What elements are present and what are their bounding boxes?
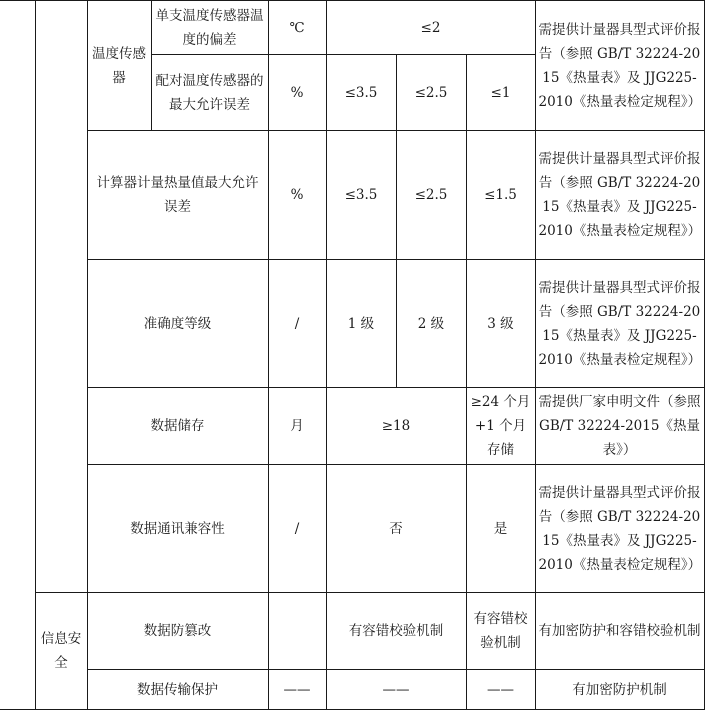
accuracy-grade3-cell [466,260,535,388]
tamper-unit-cell [268,593,326,670]
tamper-grade3: 有容错校验机制 [473,611,528,651]
transfer-note-cell [535,670,704,710]
table-row-compat [0,465,704,593]
compat-unit: / [294,520,300,537]
temp-pair-grade2-cell [396,55,466,131]
transfer-grade12-cell [326,670,466,710]
left-margin-cell [0,1,35,710]
calculator-unit-cell [268,131,326,260]
storage-unit: 月 [290,418,304,434]
accuracy-unit-cell [268,260,326,388]
compat-label: 数据通讯兼容性 [130,520,225,537]
temp-pair-unit-cell [268,55,326,131]
storage-note: 需提供厂家申明文件（参照 GB/T 32224-2015《热量表》） [538,394,701,458]
compat-note-cell [535,465,704,593]
temp-pair-grade1: ≤3.5 [344,84,378,101]
storage-grade3-cell [466,388,535,465]
storage-label-cell [87,388,268,465]
calculator-label-cell [87,131,268,260]
accuracy-note: 需提供计量器具型式评价报告（参照 GB/T 32224-2015《热量表》及 JJG225-2010《热量表检定规程》） [538,279,702,368]
table-row-transfer [0,670,704,710]
calculator-label: 计算器计量热量值最大允许误差 [96,175,259,215]
temp-note-cell [535,1,704,131]
temp-single-label-cell [151,1,268,55]
calculator-unit: % [290,187,304,203]
temp-sensor-group-label: 温度传感器 [92,45,146,86]
compat-grade3-cell [466,465,535,593]
table-row-calculator [0,131,704,260]
storage-grade3: ≥24 个月+1 个月存储 [470,394,531,458]
storage-grade12: ≥18 [381,418,411,434]
accuracy-unit: / [294,315,300,332]
section-cell [35,1,87,593]
accuracy-label: 准确度等级 [143,315,212,332]
calculator-grade1-cell [326,131,396,260]
storage-note-cell [535,388,704,465]
transfer-grade12: —— [382,681,410,698]
temp-single-label: 单支温度传感器温度的偏差 [155,7,264,48]
info-security-group-cell [35,593,87,710]
transfer-grade3: —— [487,681,514,698]
tamper-note: 有加密防护和容错校验机制 [538,623,701,639]
calculator-grade2-cell [396,131,466,260]
storage-grade12-cell [326,388,466,465]
temp-pair-label-cell [151,55,268,131]
transfer-note: 有加密防护机制 [572,681,667,698]
transfer-unit: —— [283,681,311,698]
temp-pair-grade1-cell [326,55,396,131]
storage-unit-cell [268,388,326,465]
calculator-grade3: ≤1.5 [484,187,517,203]
accuracy-grade2: 2 级 [417,315,445,332]
compat-grade3: 是 [493,520,508,537]
temp-pair-unit: % [290,84,304,101]
calculator-note-cell [535,131,704,260]
tamper-grade3-cell [466,593,535,670]
compat-grade12-cell [326,465,466,593]
table-row-temp-single [0,1,704,55]
temp-single-unit-cell [268,1,326,55]
temp-sensor-group-cell [87,1,151,131]
temp-note: 需提供计量器具型式评价报告（参照 GB/T 32224-2015《热量表》及 JJG225-2010《热量表检定规程》） [538,21,702,110]
calculator-grade1: ≤3.5 [344,187,378,203]
accuracy-label-cell [87,260,268,388]
accuracy-grade1: 1 级 [347,315,375,332]
accuracy-note-cell [535,260,704,388]
calculator-grade3-cell [466,131,535,260]
tamper-label: 数据防篡改 [143,623,212,639]
tamper-grade12: 有容错校验机制 [348,623,444,639]
transfer-grade3-cell [466,670,535,710]
tamper-grade12-cell [326,593,466,670]
compat-grade12: 否 [389,520,403,537]
temp-pair-label: 配对温度传感器的最大允许误差 [155,72,264,113]
calculator-note: 需提供计量器具型式评价报告（参照 GB/T 32224-2015《热量表》及 JJG225-2010《热量表检定规程》） [538,151,702,239]
temp-pair-grade2: ≤2.5 [414,84,448,101]
compat-note: 需提供计量器具型式评价报告（参照 GB/T 32224-2015《热量表》及 JJG225-2010《热量表检定规程》） [538,484,702,573]
transfer-label: 数据传输保护 [137,681,218,698]
temp-pair-grade3-cell [466,55,535,131]
tamper-note-cell [535,593,704,670]
accuracy-grade3: 3 级 [487,315,514,332]
temp-single-unit: ℃ [289,19,305,36]
temp-single-value: ≤2 [420,19,441,36]
compat-unit-cell [268,465,326,593]
table-row-accuracy [0,260,704,388]
accuracy-grade1-cell [326,260,396,388]
temp-single-value-cell [326,1,535,55]
storage-label: 数据储存 [150,418,205,434]
table-row-tamper [0,593,704,670]
transfer-unit-cell [268,670,326,710]
tamper-label-cell [87,593,268,670]
compat-label-cell [87,465,268,593]
transfer-label-cell [87,670,268,710]
info-security-group-label: 信息安全 [40,631,82,671]
table-row-storage [0,388,704,465]
accuracy-grade2-cell [396,260,466,388]
calculator-grade2: ≤2.5 [414,187,448,203]
temp-pair-grade3: ≤1 [490,84,511,101]
